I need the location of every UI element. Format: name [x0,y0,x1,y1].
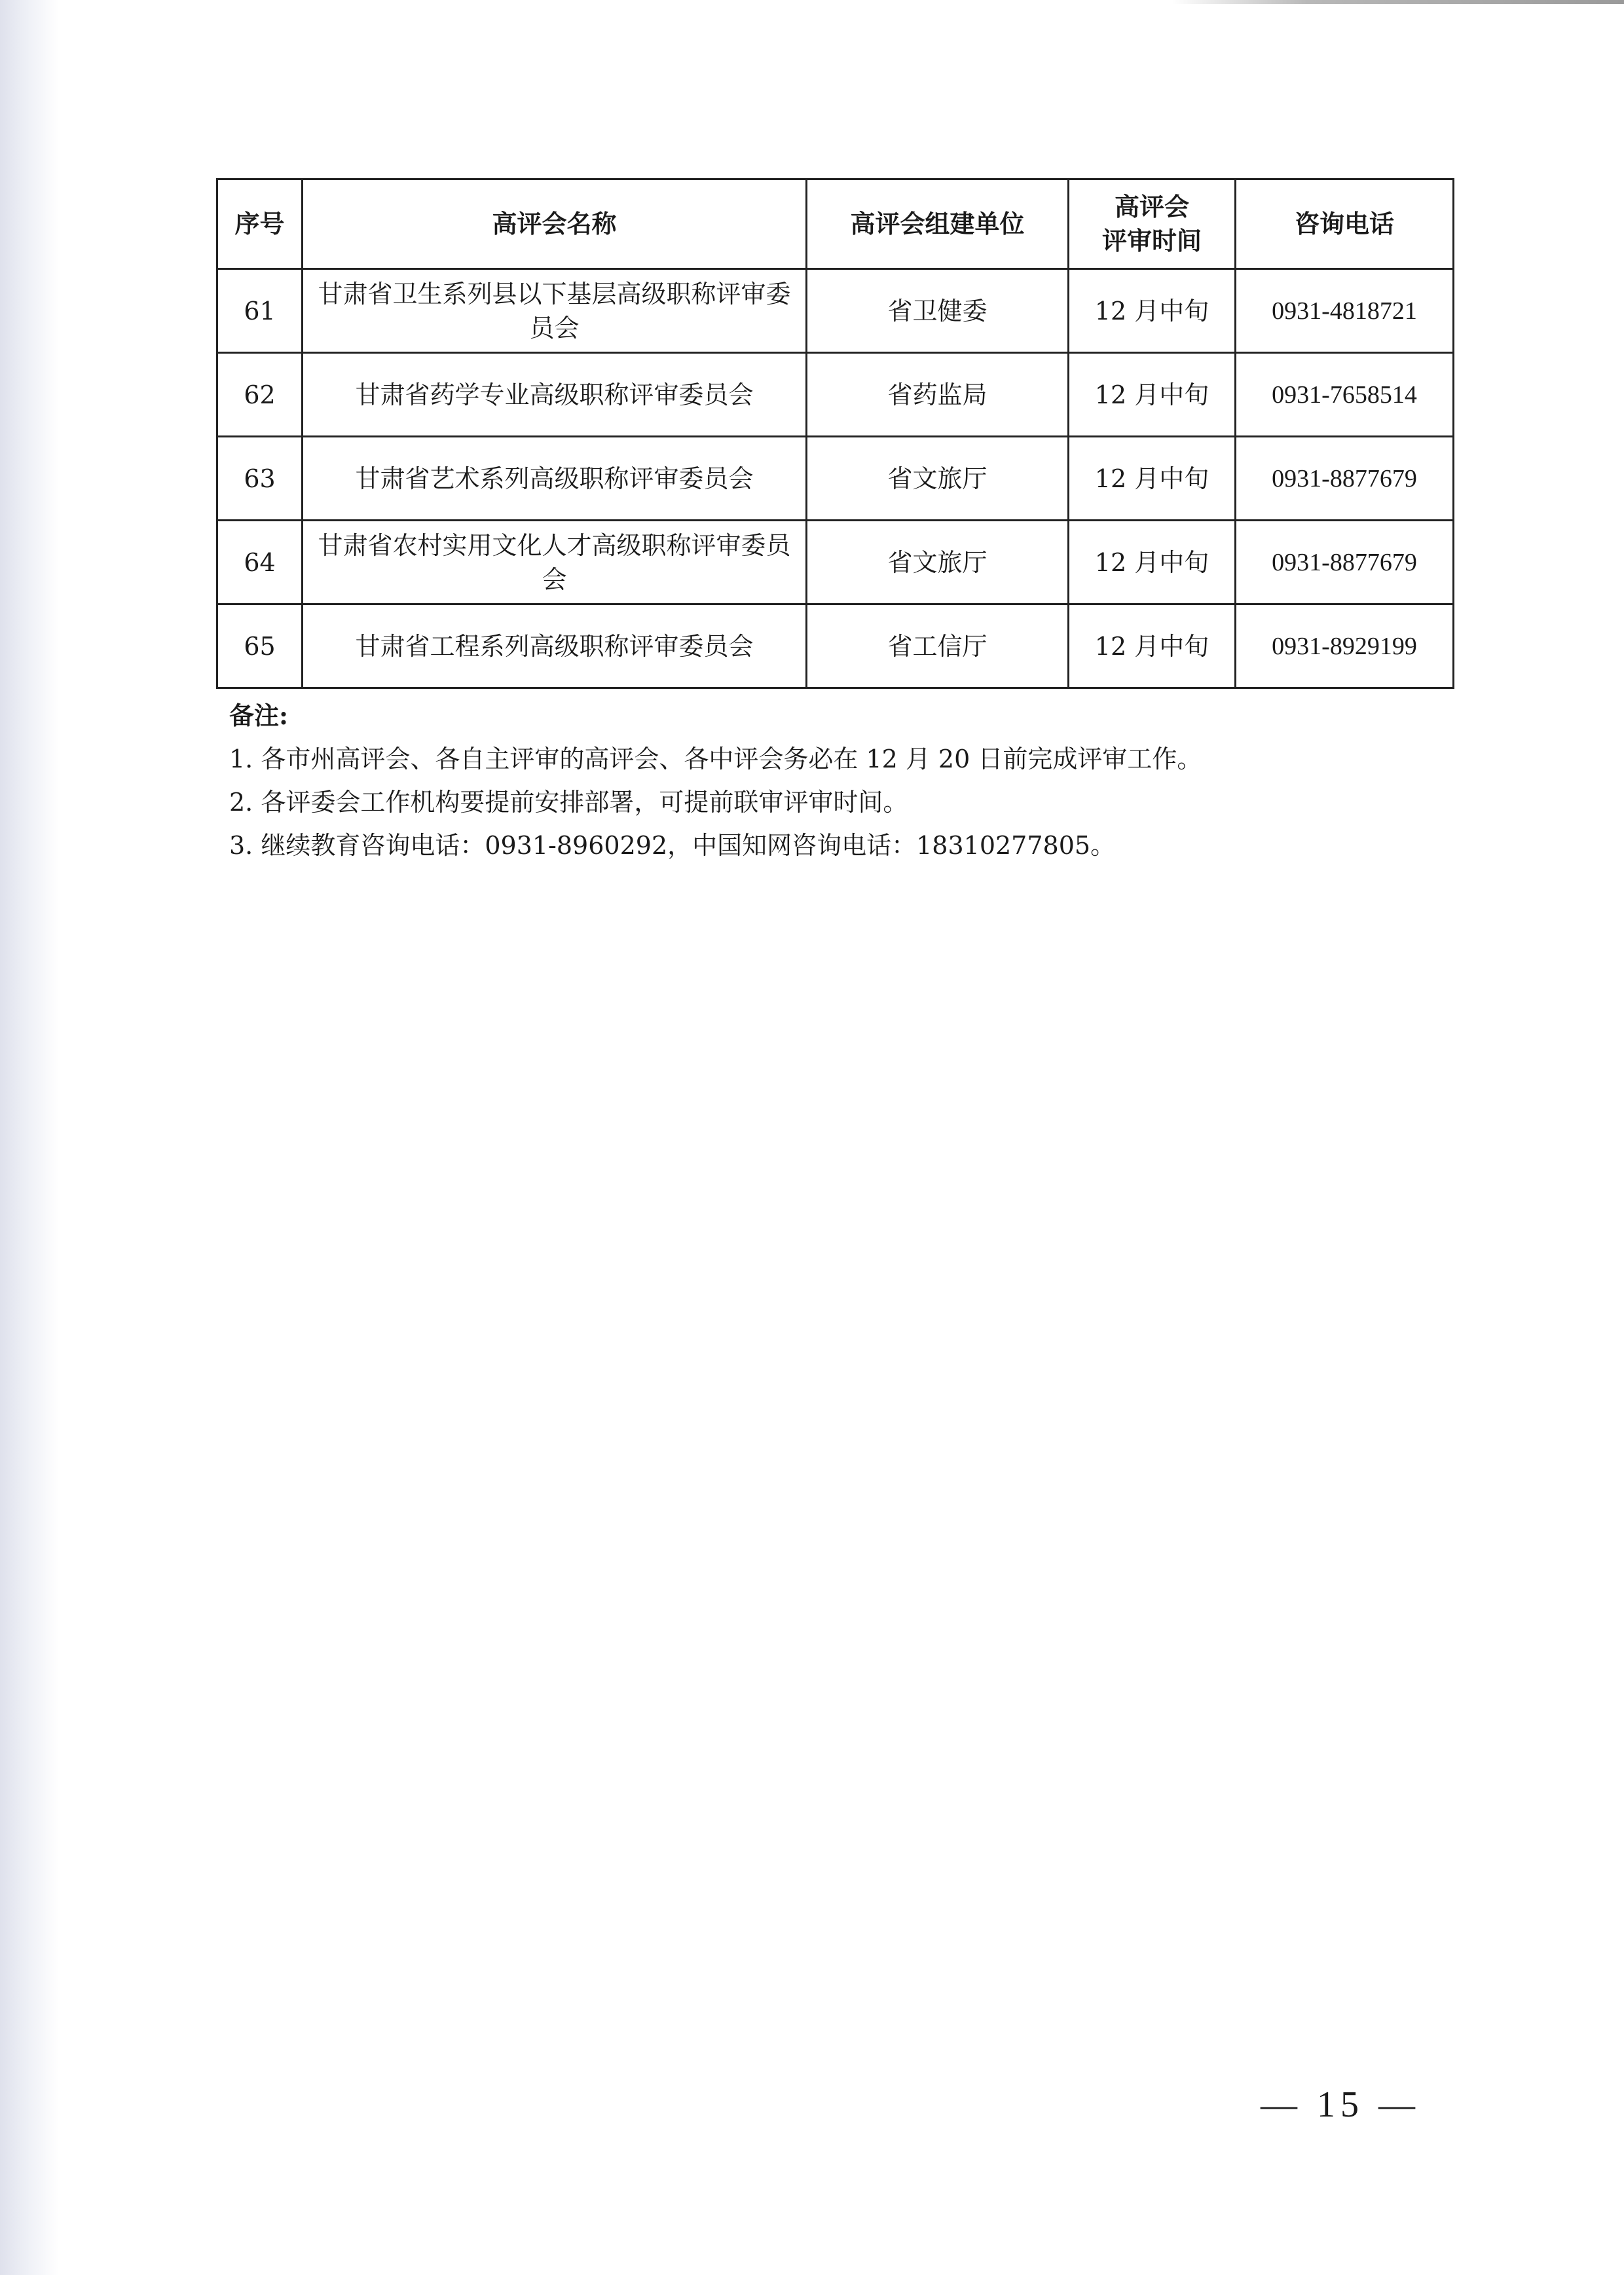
table-row [217,269,1454,353]
table-row [217,437,1454,521]
cell-unit: 省工信厅 [807,604,1069,688]
cell-phone: 0931-8877679 [1236,521,1454,604]
cell-unit: 省药监局 [807,353,1069,437]
cell-seq: 62 [217,353,303,437]
table-row [217,521,1454,604]
note-item: 1. 各市州高评会、各自主评审的高评会、各中评会务必在 12 月 20 日前完成评审工作。 [229,745,1202,773]
cell-time: 12 月中旬 [1069,521,1236,604]
scan-top-edge-line [1172,0,1624,4]
cell-phone: 0931-7658514 [1236,353,1454,437]
header-time: 高评会 评审时间 [1069,179,1236,269]
cell-time: 12 月中旬 [1069,604,1236,688]
table-header-row [217,179,1454,269]
note-item: 3. 继续教育咨询电话：0931-8960292，中国知网咨询电话：18310277805。 [229,831,1116,860]
cell-name: 甘肃省卫生系列县以下基层高级职称评审委员会 [303,269,807,353]
cell-seq: 63 [217,437,303,521]
header-name: 高评会名称 [303,179,807,269]
notes-section [229,694,1473,867]
cell-phone: 0931-4818721 [1236,269,1454,353]
cell-time: 12 月中旬 [1069,353,1236,437]
header-seq: 序号 [217,179,303,269]
header-phone: 咨询电话 [1236,179,1454,269]
page-number: — 15 — [1261,2084,1420,2125]
cell-phone: 0931-8929199 [1236,604,1454,688]
table-row [217,353,1454,437]
table-row [217,604,1454,688]
cell-seq: 64 [217,521,303,604]
cell-name: 甘肃省艺术系列高级职称评审委员会 [303,437,807,521]
cell-seq: 65 [217,604,303,688]
cell-name: 甘肃省工程系列高级职称评审委员会 [303,604,807,688]
cell-unit: 省卫健委 [807,269,1069,353]
cell-unit: 省文旅厅 [807,437,1069,521]
cell-time: 12 月中旬 [1069,437,1236,521]
cell-seq: 61 [217,269,303,353]
notes-title: 备注: [229,701,289,730]
cell-name: 甘肃省农村实用文化人才高级职称评审委员会 [303,521,807,604]
header-unit: 高评会组建单位 [807,179,1069,269]
committee-table [216,178,1454,689]
cell-time: 12 月中旬 [1069,269,1236,353]
note-item: 2. 各评委会工作机构要提前安排部署，可提前联审评审时间。 [229,788,908,817]
scan-edge-shading [0,0,59,2275]
cell-phone: 0931-8877679 [1236,437,1454,521]
cell-name: 甘肃省药学专业高级职称评审委员会 [303,353,807,437]
cell-unit: 省文旅厅 [807,521,1069,604]
